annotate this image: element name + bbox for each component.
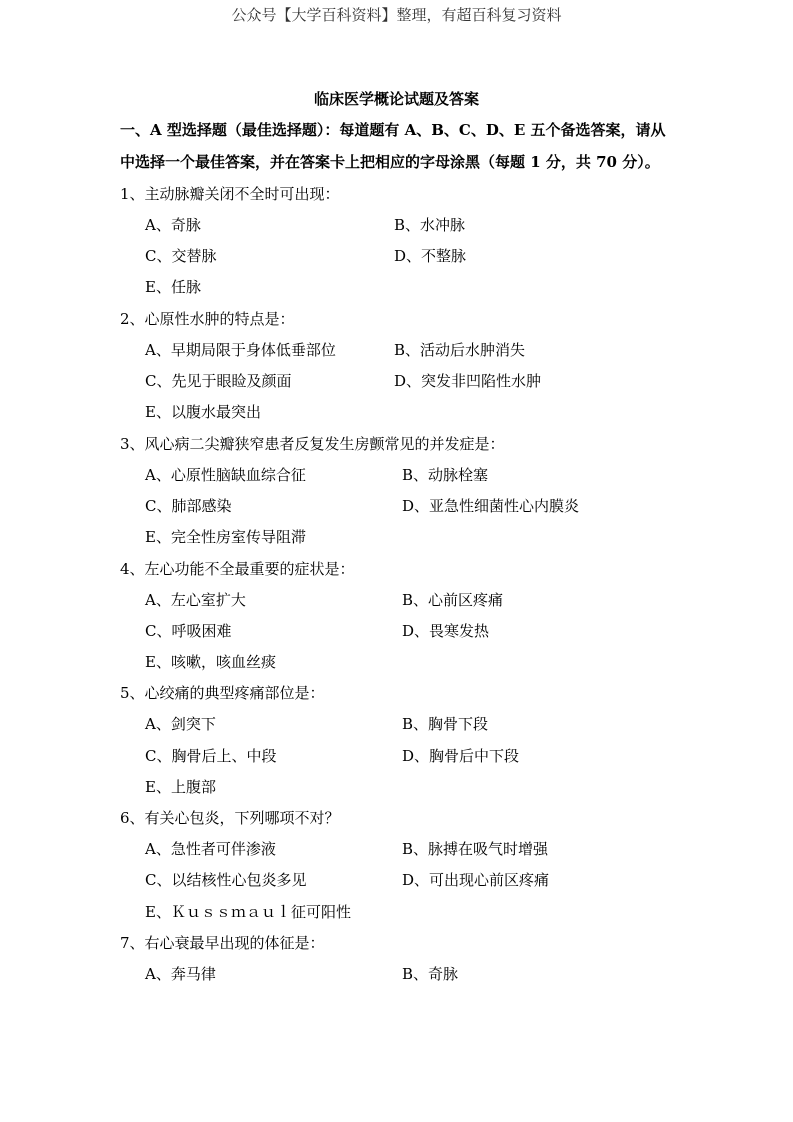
question-1-stem: 1、主动脉瓣关闭不全时可出现： (120, 185, 340, 203)
question-3-option-c: C、肺部感染 (145, 497, 232, 515)
question-1-option-d: D、不整脉 (394, 247, 467, 265)
question-4-option-b: B、心前区疼痛 (402, 591, 504, 609)
section-heading-line-2: 中选择一个最佳答案，并在答案卡上把相应的字母涂黑（每题 1 分，共 70 分）。 (120, 153, 660, 171)
question-3-stem: 3、风心病二尖瓣狭窄患者反复发生房颤常见的并发症是： (120, 435, 505, 453)
section-heading-line-1: 一、A 型选择题（最佳选择题）：每道题有 A、B、C、D、E 五个备选答案，请从 (120, 121, 666, 139)
question-7-stem: 7、右心衰最早出现的体征是： (120, 934, 325, 952)
question-2-option-c: C、先见于眼睑及颜面 (145, 372, 292, 390)
question-4-option-a: A、左心室扩大 (145, 591, 246, 609)
question-6-option-e: E、Ｋｕｓｓｍａｕｌ征可阳性 (145, 903, 351, 921)
question-2-option-a: A、早期局限于身体低垂部位 (145, 341, 336, 359)
question-6-option-a: A、急性者可伴渗液 (145, 840, 276, 858)
question-5-stem: 5、心绞痛的典型疼痛部位是： (120, 684, 325, 702)
question-5-option-a: A、剑突下 (145, 715, 216, 733)
question-5-option-e: E、上腹部 (145, 778, 216, 796)
question-6-stem: 6、有关心包炎，下列哪项不对？ (120, 809, 340, 827)
question-7-option-a: A、奔马律 (145, 965, 216, 983)
question-1-option-e: E、任脉 (145, 278, 201, 296)
question-6-option-b: B、脉搏在吸气时增强 (402, 840, 549, 858)
question-1-option-b: B、水冲脉 (394, 216, 466, 234)
question-6-option-d: D、可出现心前区疼痛 (402, 871, 550, 889)
question-5-option-d: D、胸骨后中下段 (402, 747, 520, 765)
question-2-option-e: E、以腹水最突出 (145, 403, 261, 421)
question-3-option-e: E、完全性房室传导阻滞 (145, 528, 306, 546)
question-4-option-e: E、咳嗽，咳血丝痰 (145, 653, 276, 671)
page-header: 公众号【大学百科资料】整理，有超百科复习资料 (231, 6, 562, 24)
question-2-option-b: B、活动后水肿消失 (394, 341, 526, 359)
question-3-option-d: D、亚急性细菌性心内膜炎 (402, 497, 580, 515)
document-title: 临床医学概论试题及答案 (313, 90, 479, 108)
question-2-option-d: D、突发非凹陷性水肿 (394, 372, 542, 390)
section-heading (120, 114, 680, 178)
question-3-option-a: A、心原性脑缺血综合征 (145, 466, 306, 484)
question-5-option-c: C、胸骨后上、中段 (145, 747, 277, 765)
question-3-option-b: B、动脉栓塞 (402, 466, 489, 484)
question-7-option-b: B、奇脉 (402, 965, 459, 983)
question-2-stem: 2、心原性水肿的特点是： (120, 310, 295, 328)
question-6-option-c: C、以结核性心包炎多见 (145, 871, 307, 889)
question-4-option-d: D、畏寒发热 (402, 622, 490, 640)
question-5-option-b: B、胸骨下段 (402, 715, 489, 733)
question-1-option-c: C、交替脉 (145, 247, 217, 265)
question-4-option-c: C、呼吸困难 (145, 622, 232, 640)
question-4-stem: 4、左心功能不全最重要的症状是： (120, 560, 355, 578)
question-1-option-a: A、奇脉 (145, 216, 201, 234)
